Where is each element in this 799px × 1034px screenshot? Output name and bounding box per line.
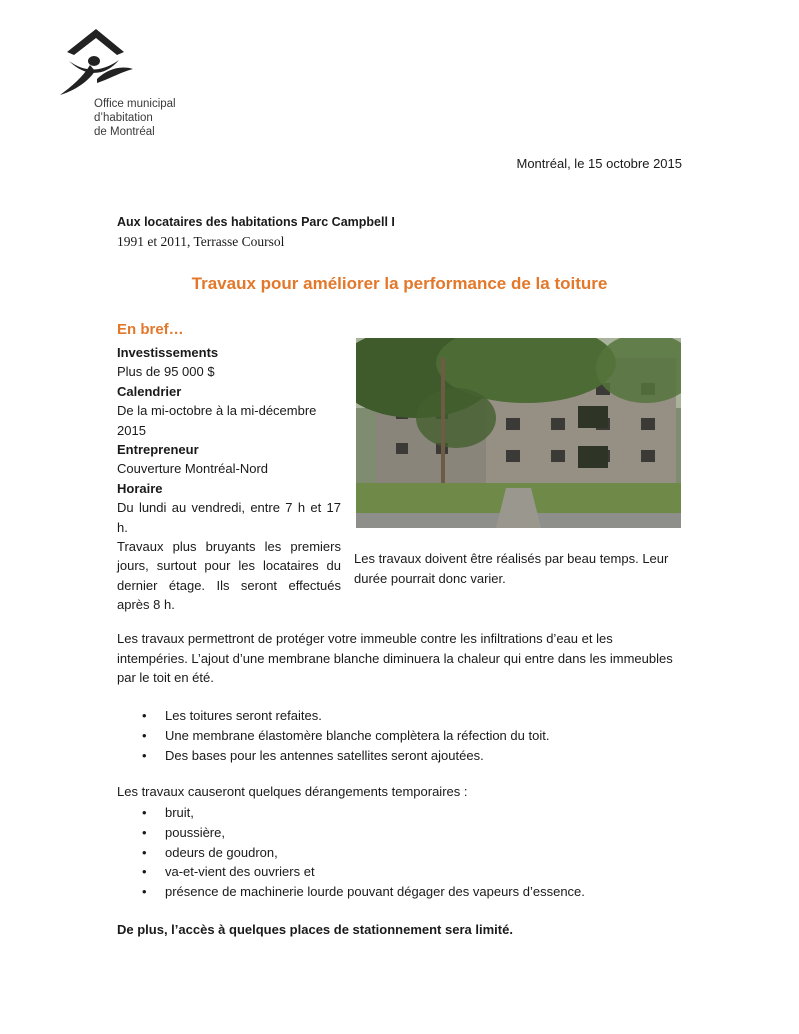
list-item: • Les toitures seront refaites. <box>117 706 549 726</box>
schedule-label: Calendrier <box>117 383 182 399</box>
hours-note: Travaux plus bruyants les premiers jours, surtout pour les locataires du dernier étage. Ils seront effectués après 8 h. <box>117 539 341 613</box>
summary-column <box>117 343 341 615</box>
contractor-value: Couverture Montréal-Nord <box>117 461 269 477</box>
hours-value: Du lundi au vendredi, entre 7 h et 17 h. <box>117 500 341 535</box>
disturbances-list <box>117 803 585 902</box>
letter-date: Montréal, le 15 octobre 2015 <box>516 156 682 171</box>
investment-label: Investissements <box>117 345 219 360</box>
building-photo-illustration <box>356 338 681 528</box>
body-paragraph: Les travaux permettront de protéger votre immeuble contre les infiltrations d’eau et les intempéries. L’ajout d’une membrane blanche diminuera la chaleur qui entre dans les immeubles par le toit en été. <box>117 631 673 685</box>
omhm-logo-icon <box>57 25 137 105</box>
logo-line: de Montréal <box>94 126 155 138</box>
photo-caption: Les travaux doivent être réalisés par beau temps. Leur durée pourrait donc varier. <box>354 551 669 586</box>
list-item: • va-et-vient des ouvriers et <box>117 862 585 882</box>
list-item: • Une membrane élastomère blanche complètera la réfection du toit. <box>117 726 549 746</box>
recipient-block <box>117 213 395 251</box>
list-item: • présence de machinerie lourde pouvant dégager des vapeurs d’essence. <box>117 882 585 902</box>
list-item: • bruit, <box>117 803 585 823</box>
building-photo <box>356 338 681 528</box>
contractor-label: Entrepreneur <box>117 442 199 458</box>
closing-statement: De plus, l’accès à quelques places de stationnement sera limité. <box>117 922 513 937</box>
list-item: • odeurs de goudron, <box>117 843 585 863</box>
schedule-value: De la mi-octobre à la mi-décembre 2015 <box>117 403 317 438</box>
work-items-list <box>117 706 549 765</box>
investment-value: Plus de 95 000 $ <box>117 364 215 380</box>
list-item: • poussière, <box>117 823 585 843</box>
letter-title: Travaux pour améliorer la performance de la toiture <box>191 274 608 293</box>
logo-line: d’habitation <box>94 112 153 124</box>
hours-label: Horaire <box>117 480 163 496</box>
logo-wordmark <box>94 97 176 139</box>
list-item: • Des bases pour les antennes satellites seront ajoutées. <box>117 746 549 766</box>
summary-heading: En bref… <box>117 321 184 338</box>
logo-line: Office municipal <box>94 98 176 110</box>
recipient-name: Aux locataires des habitations Parc Campbell I <box>117 215 395 229</box>
disturbances-intro: Les travaux causeront quelques dérangements temporaires : <box>117 784 468 799</box>
recipient-address: 1991 et 2011, Terrasse Coursol <box>117 234 285 249</box>
